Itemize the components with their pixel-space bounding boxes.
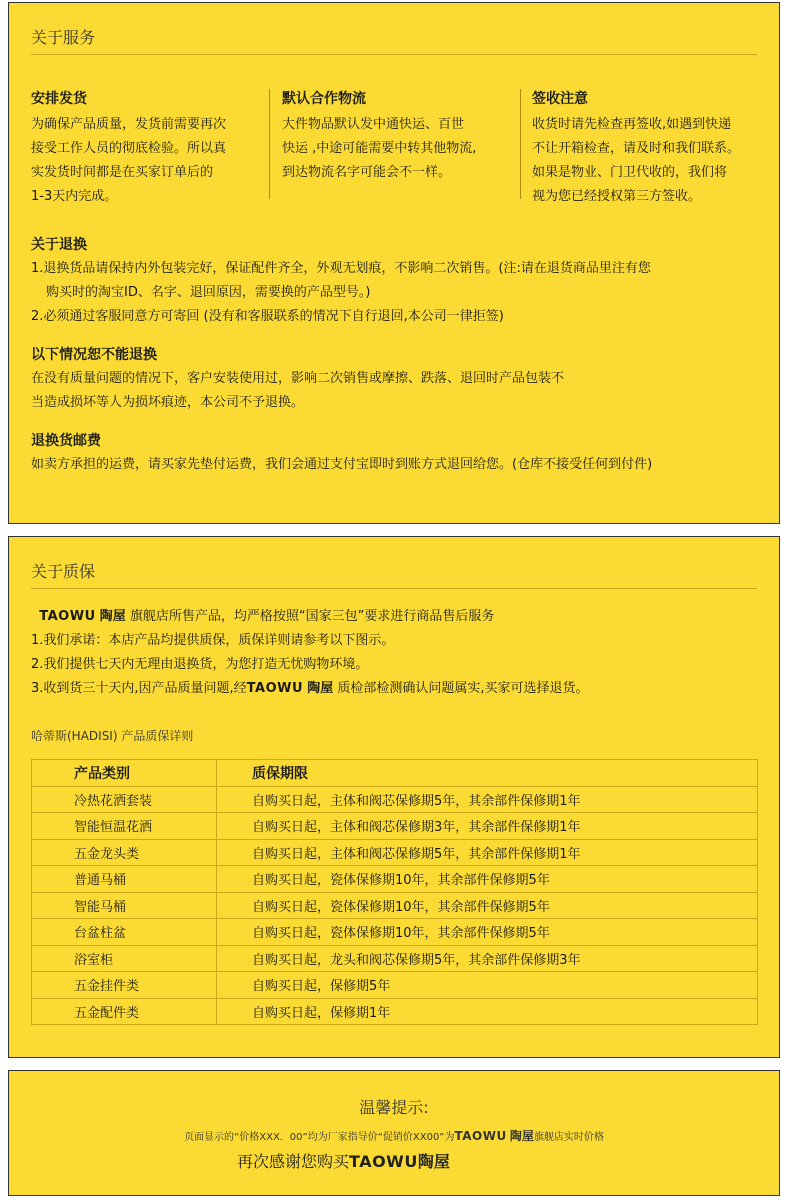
column-line: 不让开箱检查，请及时和我们联系。 — [532, 141, 741, 156]
warranty-panel — [8, 536, 780, 1058]
shipping-fee-heading: 退换货邮费 — [31, 433, 101, 449]
table-row — [32, 866, 758, 893]
brand-name-cn: 陶屋 — [417, 1152, 450, 1171]
column-line: 为确保产品质量，发货前需要再次 — [31, 117, 227, 132]
period-cell: 自购买日起，主体和阀芯保修期5年，其余部件保修期1年 — [217, 839, 758, 866]
table-row — [32, 786, 758, 813]
price-note-text: 旗舰店实时价格 — [533, 1132, 604, 1143]
period-cell: 自购买日起，瓷体保修期10年，其余部件保修期5年 — [217, 919, 758, 946]
intro-line — [31, 605, 761, 629]
returns-line: 购买时的淘宝ID、名字、退回原因，需要换的产品型号。) — [46, 285, 371, 300]
brand-name-cn: 陶屋 — [509, 1129, 534, 1143]
brand-logo-text: TAOWU — [454, 1129, 507, 1143]
brand-name-cn: 陶屋 — [99, 609, 126, 624]
table-row — [32, 892, 758, 919]
default-logistics-column — [282, 87, 514, 185]
brand-logo-text: TAOWU — [246, 681, 304, 696]
column-line: 视为您已经授权第三方签收。 — [532, 189, 702, 204]
returns-section — [31, 233, 761, 329]
thanks-line — [237, 1149, 450, 1172]
brand-name-cn: 陶屋 — [307, 681, 334, 696]
tips-panel — [8, 1070, 780, 1196]
shipping-fee-section — [31, 429, 761, 477]
category-cell: 浴室柜 — [32, 945, 217, 972]
thanks-text: 再次感谢您购买 — [237, 1152, 350, 1171]
period-cell: 自购买日起，主体和阀芯保修期3年，其余部件保修期1年 — [217, 813, 758, 840]
promise-line — [31, 677, 761, 701]
no-return-heading: 以下情况恕不能退换 — [31, 347, 157, 363]
table-row — [32, 972, 758, 999]
column-heading: 默认合作物流 — [282, 91, 366, 107]
brand-logo-text: TAOWU — [349, 1152, 418, 1171]
period-cell: 自购买日起，保修期1年 — [217, 998, 758, 1025]
warranty-table — [31, 759, 758, 1025]
column-heading: 签收注意 — [532, 91, 588, 107]
table-row — [32, 998, 758, 1025]
header-category: 产品类别 — [32, 760, 217, 787]
column-line: 1-3天内完成。 — [31, 189, 118, 204]
column-line: 收货时请先检查再签收,如遇到快递 — [532, 117, 732, 132]
table-row — [32, 945, 758, 972]
category-cell: 五金龙头类 — [32, 839, 217, 866]
service-panel — [8, 2, 780, 524]
period-cell: 自购买日起，主体和阀芯保修期5年，其余部件保修期1年 — [217, 786, 758, 813]
sign-receipt-column — [532, 87, 764, 209]
period-cell: 自购买日起，龙头和阀芯保修期5年，其余部件保修期3年 — [217, 945, 758, 972]
shipping-arrangement-column — [31, 87, 263, 209]
tips-title: 温馨提示: — [359, 1098, 429, 1117]
no-return-line: 在没有质量问题的情况下，客户安装使用过，影响二次销售或摩擦、跌落、退回时产品包装不 — [31, 371, 565, 386]
period-cell: 自购买日起，保修期5年 — [217, 972, 758, 999]
returns-line: 2.必须通过客服同意方可寄回 (没有和客服联系的情况下自行退回,本公司一律拒签) — [31, 309, 504, 324]
category-cell: 台盆柱盆 — [32, 919, 217, 946]
divider — [31, 54, 757, 55]
header-period: 质保期限 — [217, 760, 758, 787]
table-caption: 哈蒂斯(HADISI) 产品质保详则 — [31, 729, 194, 743]
intro-text: 旗舰店所售产品，均严格按照“国家三包”要求进行商品售后服务 — [125, 609, 495, 624]
category-cell: 智能马桶 — [32, 892, 217, 919]
tips-price-note — [9, 1127, 779, 1144]
shipping-fee-line: 如卖方承担的运费，请买家先垫付运费，我们会通过支付宝即时到账方式退回给您。(仓库不接受任何到付件) — [31, 457, 653, 472]
returns-heading: 关于退换 — [31, 237, 87, 253]
table-header-row — [32, 760, 758, 787]
category-cell: 五金挂件类 — [32, 972, 217, 999]
promise-text: 3.收到货三十天内,因产品质量问题,经 — [31, 681, 247, 696]
column-line: 到达物流名字可能会不一样。 — [282, 165, 452, 180]
brand-logo-text: TAOWU — [39, 609, 96, 624]
column-line: 如果是物业、门卫代收的，我们将 — [532, 165, 728, 180]
category-cell: 普通马桶 — [32, 866, 217, 893]
column-line: 快运 ,中途可能需要中转其他物流, — [282, 141, 477, 156]
promise-text: 质检部检测确认问题属实,买家可选择退货。 — [333, 681, 589, 696]
category-cell: 智能恒温花洒 — [32, 813, 217, 840]
warranty-intro — [31, 605, 761, 701]
column-divider — [269, 89, 270, 199]
column-heading: 安排发货 — [31, 91, 87, 107]
promise-line: 1.我们承诺：本店产品均提供质保，质保详则请参考以下图示。 — [31, 633, 395, 648]
column-line: 接受工作人员的彻底检验。所以真 — [31, 141, 227, 156]
divider — [31, 588, 757, 589]
warranty-title: 关于质保 — [31, 562, 96, 581]
service-title: 关于服务 — [31, 28, 96, 47]
promise-line: 2.我们提供七天内无理由退换货，为您打造无忧购物环境。 — [31, 657, 369, 672]
period-cell: 自购买日起，瓷体保修期10年，其余部件保修期5年 — [217, 892, 758, 919]
price-note-text: 页面显示的“价格XXX．00”均为厂家指导价“促销价XX00”为 — [184, 1132, 455, 1143]
no-return-line: 当造成损坏等人为损坏痕迹，本公司不予退换。 — [31, 395, 305, 410]
category-cell: 五金配件类 — [32, 998, 217, 1025]
column-divider — [520, 89, 521, 199]
column-line: 实发货时间都是在买家订单后的 — [31, 165, 214, 180]
no-return-section — [31, 343, 761, 415]
column-line: 大件物品默认发中通快运、百世 — [282, 117, 465, 132]
table-row — [32, 813, 758, 840]
period-cell: 自购买日起，瓷体保修期10年，其余部件保修期5年 — [217, 866, 758, 893]
table-row — [32, 919, 758, 946]
category-cell: 冷热花洒套装 — [32, 786, 217, 813]
returns-line: 1.退换货品请保持内外包装完好，保证配件齐全，外观无划痕，不影响二次销售。(注:请在退货商品里注有您 — [31, 261, 651, 276]
table-row — [32, 839, 758, 866]
